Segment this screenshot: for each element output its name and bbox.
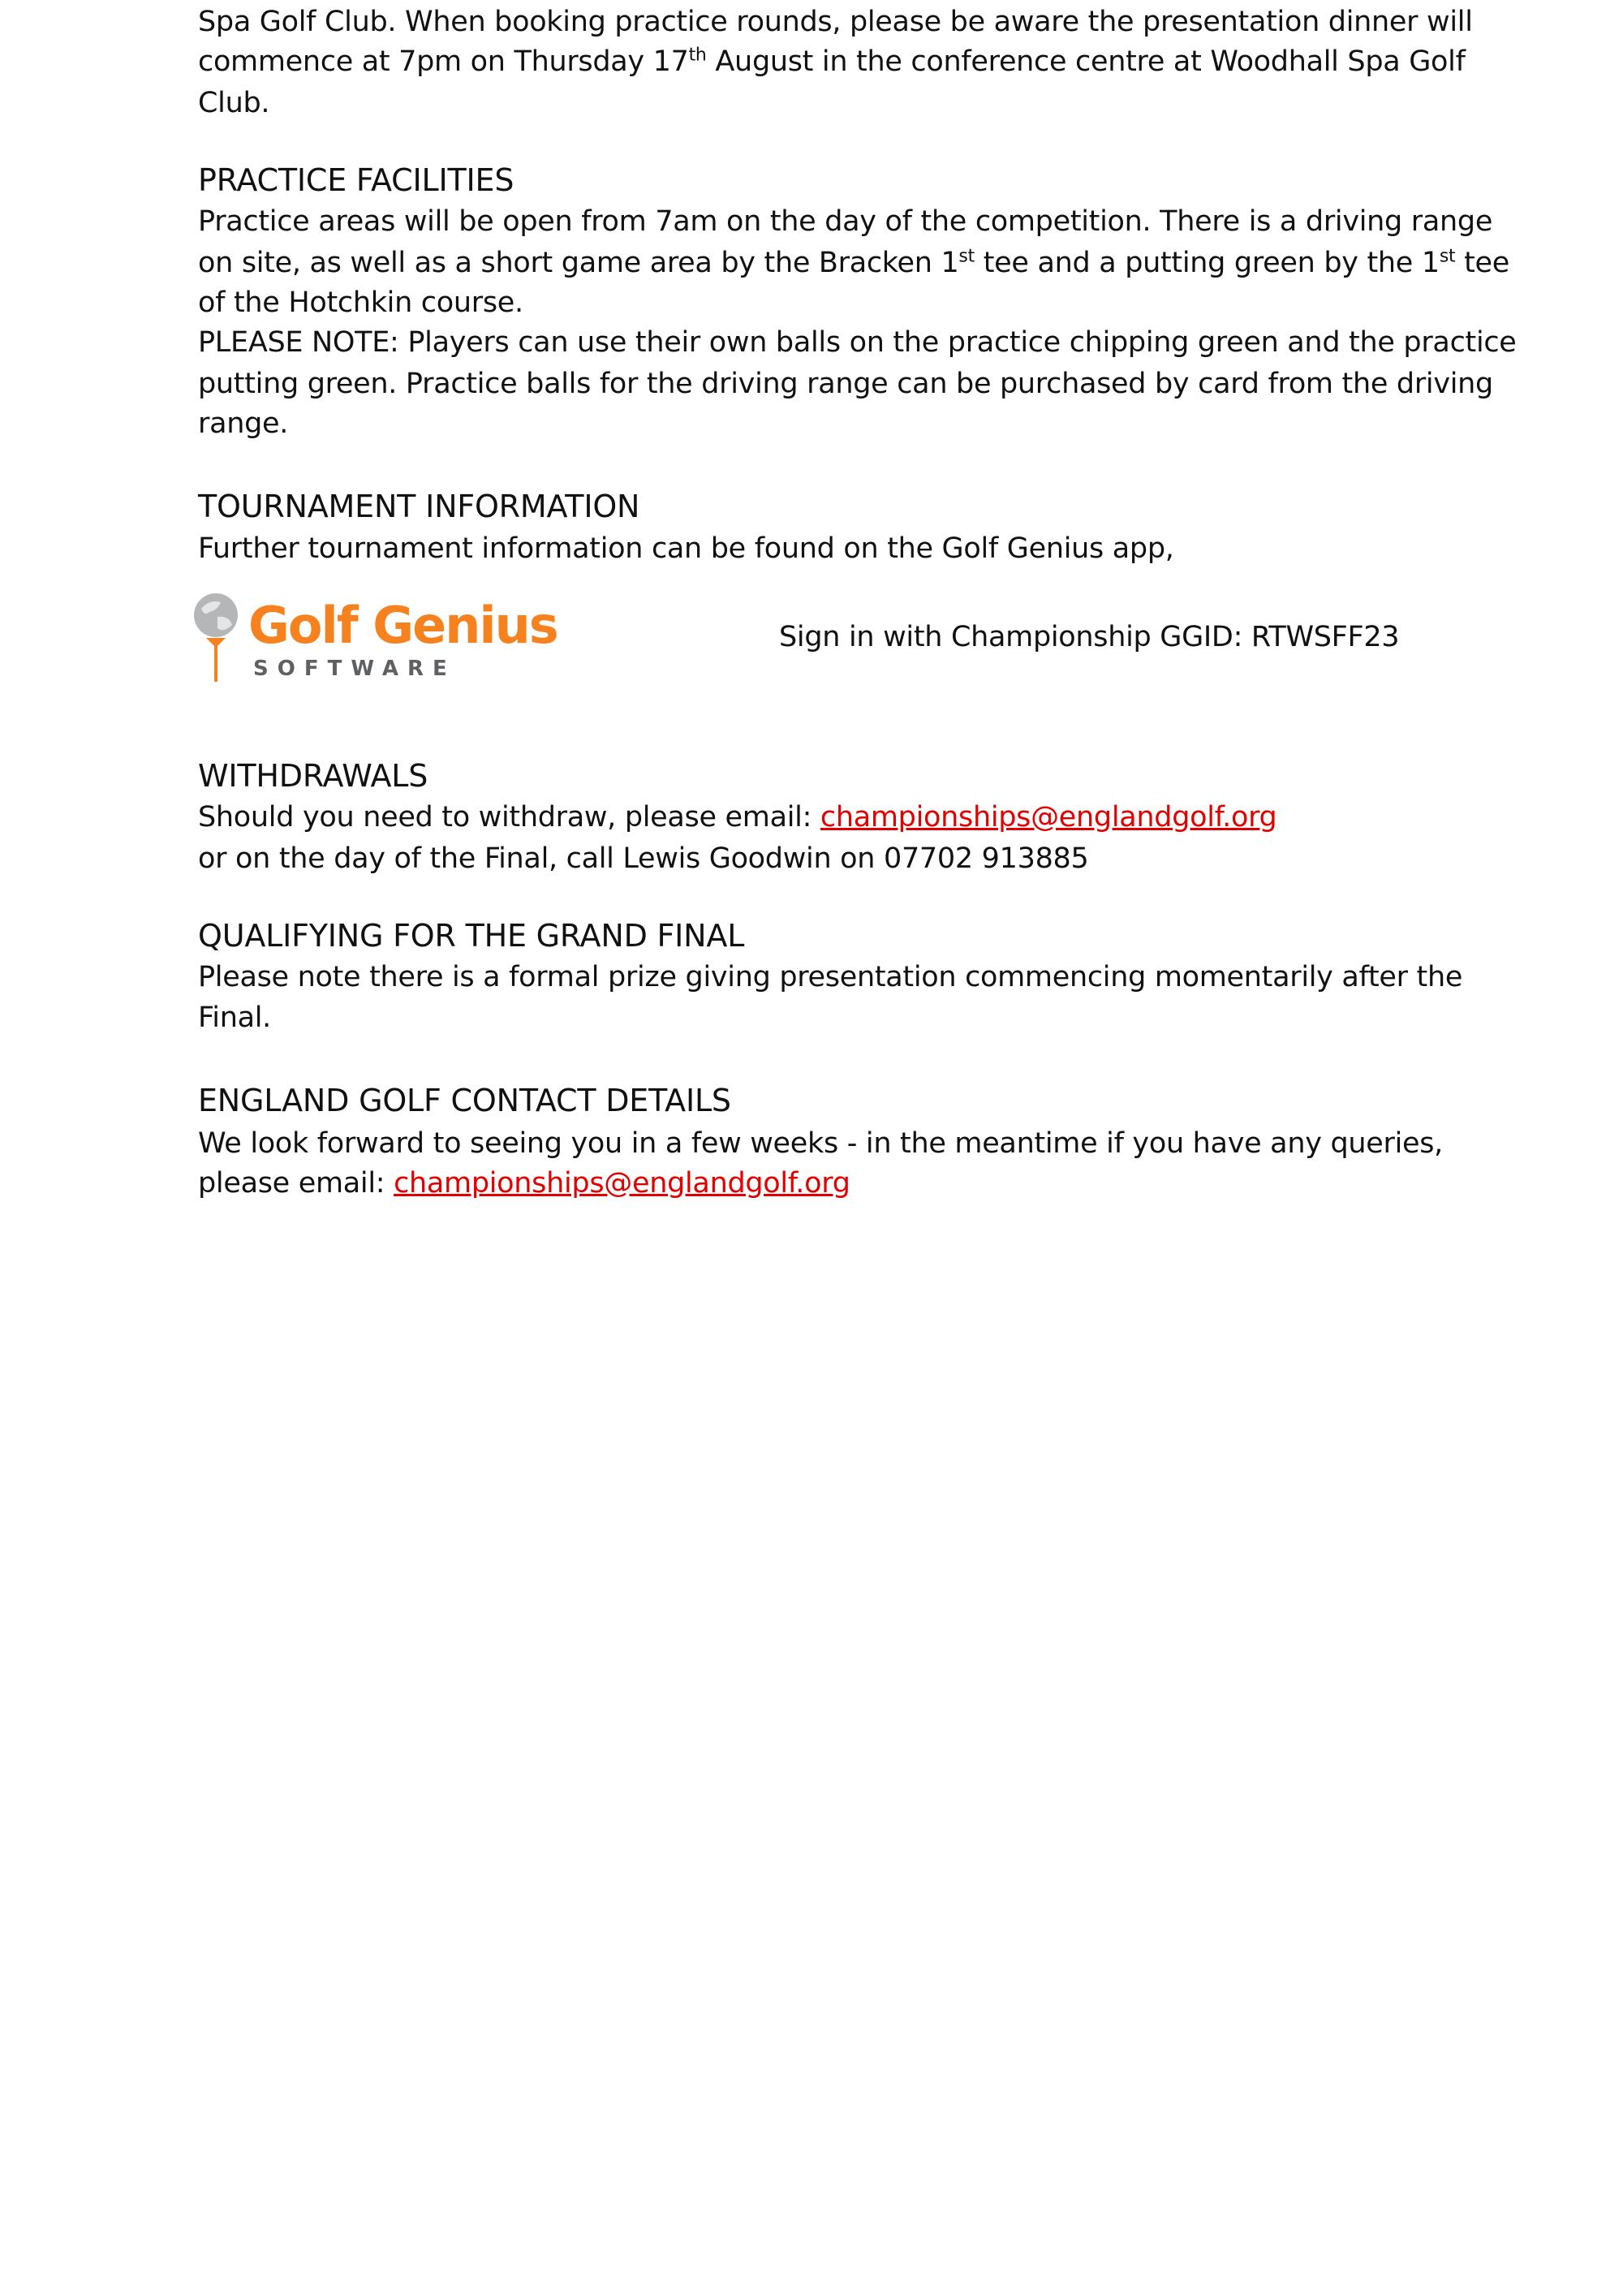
practice-line: putting green. Practice balls for the driving range can be purchased by card from the driving xyxy=(198,368,1493,400)
tournament-line: Further tournament information can be found on the Golf Genius app, xyxy=(198,532,1174,565)
text: Should you need to withdraw, please email: xyxy=(198,801,820,834)
text: August in the conference centre at Woodhall Spa Golf xyxy=(706,45,1466,78)
ggid-signin-text: Sign in with Championship GGID: RTWSFF23 xyxy=(779,621,1400,653)
contact-line: We look forward to seeing you in a few weeks - in the meantime if you have any queries, xyxy=(198,1127,1443,1160)
intro-line: Spa Golf Club. When booking practice rounds, please be aware the presentation dinner will xyxy=(198,6,1473,38)
section-heading-tournament: TOURNAMENT INFORMATION xyxy=(198,489,640,524)
text: tee and a putting green by the 1 xyxy=(974,247,1440,279)
withdrawals-line xyxy=(198,797,1276,838)
text: commence at 7pm on Thursday 17 xyxy=(198,45,689,78)
text: please email: xyxy=(198,1167,394,1200)
email-link[interactable]: championships@englandgolf.org xyxy=(394,1167,850,1200)
text: on site, as well as a short game area by the Bracken 1 xyxy=(198,247,959,279)
qualifying-line: Please note there is a formal prize giving presentation commencing momentarily after the xyxy=(198,961,1463,993)
section-heading-qualifying: QUALIFYING FOR THE GRAND FINAL xyxy=(198,918,745,954)
logo-wordmark: Golf Genius xyxy=(248,596,558,655)
practice-line: of the Hotchkin course. xyxy=(198,286,523,319)
practice-line: Practice areas will be open from 7am on the day of the competition. There is a driving range xyxy=(198,205,1493,238)
superscript: st xyxy=(1439,246,1456,267)
logo-subtitle: SOFTWARE xyxy=(253,657,456,681)
golf-ball-tee-icon xyxy=(193,592,575,690)
contact-line xyxy=(198,1163,850,1204)
text: tee xyxy=(1455,247,1510,279)
section-heading-contact: ENGLAND GOLF CONTACT DETAILS xyxy=(198,1083,731,1118)
practice-line xyxy=(198,243,1509,283)
qualifying-line: Final. xyxy=(198,1002,271,1034)
email-link[interactable]: championships@englandgolf.org xyxy=(820,801,1277,834)
intro-line: Club. xyxy=(198,87,270,119)
withdrawals-line: or on the day of the Final, call Lewis Goodwin on 07702 913885 xyxy=(198,842,1089,875)
practice-line: PLEASE NOTE: Players can use their own balls on the practice chipping green and the practice xyxy=(198,326,1517,359)
superscript: th xyxy=(688,45,707,66)
section-heading-withdrawals: WITHDRAWALS xyxy=(198,758,428,794)
section-heading-practice: PRACTICE FACILITIES xyxy=(198,162,514,198)
superscript: st xyxy=(958,246,975,267)
practice-line: range. xyxy=(198,407,289,440)
golf-genius-logo xyxy=(193,592,575,690)
intro-line xyxy=(198,41,1466,82)
